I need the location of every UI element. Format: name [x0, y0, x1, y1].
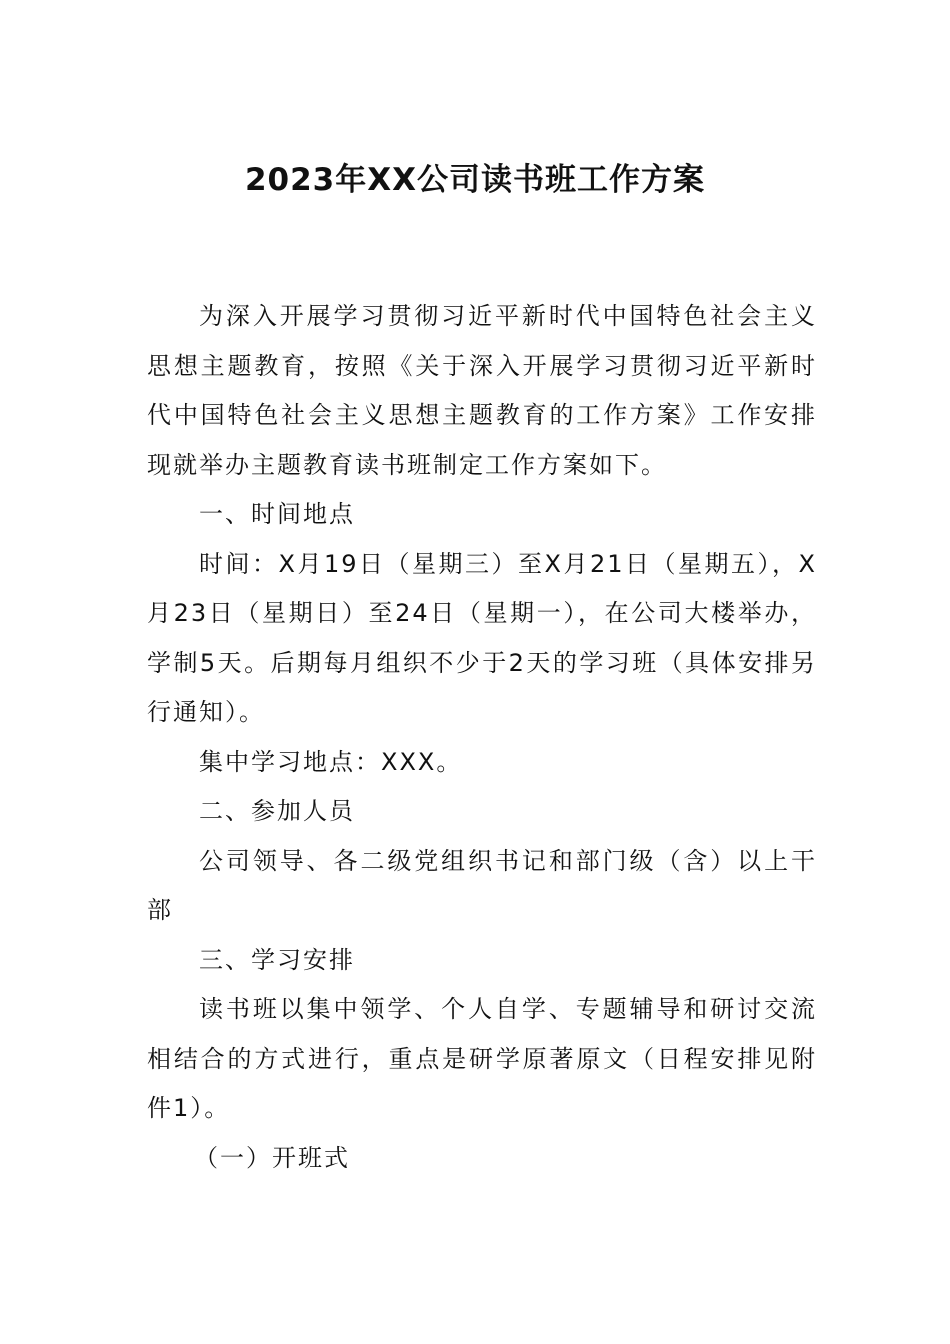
document-title: 2023年XX公司读书班工作方案	[244, 162, 706, 198]
section-heading-time-place: 一、时间地点	[199, 500, 355, 528]
location-paragraph: 集中学习地点：XXX。	[199, 747, 463, 776]
intro-paragraph: 为深入开展学习贯彻习近平新时代中国特色社会主义思想主题教育，按照《关于深入开展学习贯彻习近平新时代中国特色社会主义思想主题教育的工作方案》工作安排现就举办主题教育读书班制定工作方案如下。	[147, 302, 817, 479]
arrangement-paragraph: 读书班以集中领学、个人自学、专题辅导和研讨交流相结合的方式进行，重点是研学原著原文（日程安排见附件1）。	[147, 995, 817, 1122]
section-heading-arrangement: 三、学习安排	[199, 945, 355, 974]
section-heading-participants: 二、参加人员	[199, 797, 355, 825]
document-body	[147, 292, 817, 1183]
subsection-heading-opening: （一）开班式	[194, 1143, 350, 1172]
time-paragraph: 时间：X月19日（星期三）至X月21日（星期五），X月23日（星期日）至24日（星期一），在公司大楼举办，学制5天。后期每月组织不少于2天的学习班（具体安排另行通知）。	[147, 549, 817, 726]
participants-paragraph: 公司领导、各二级党组织书记和部门级（含）以上干部	[147, 846, 817, 924]
